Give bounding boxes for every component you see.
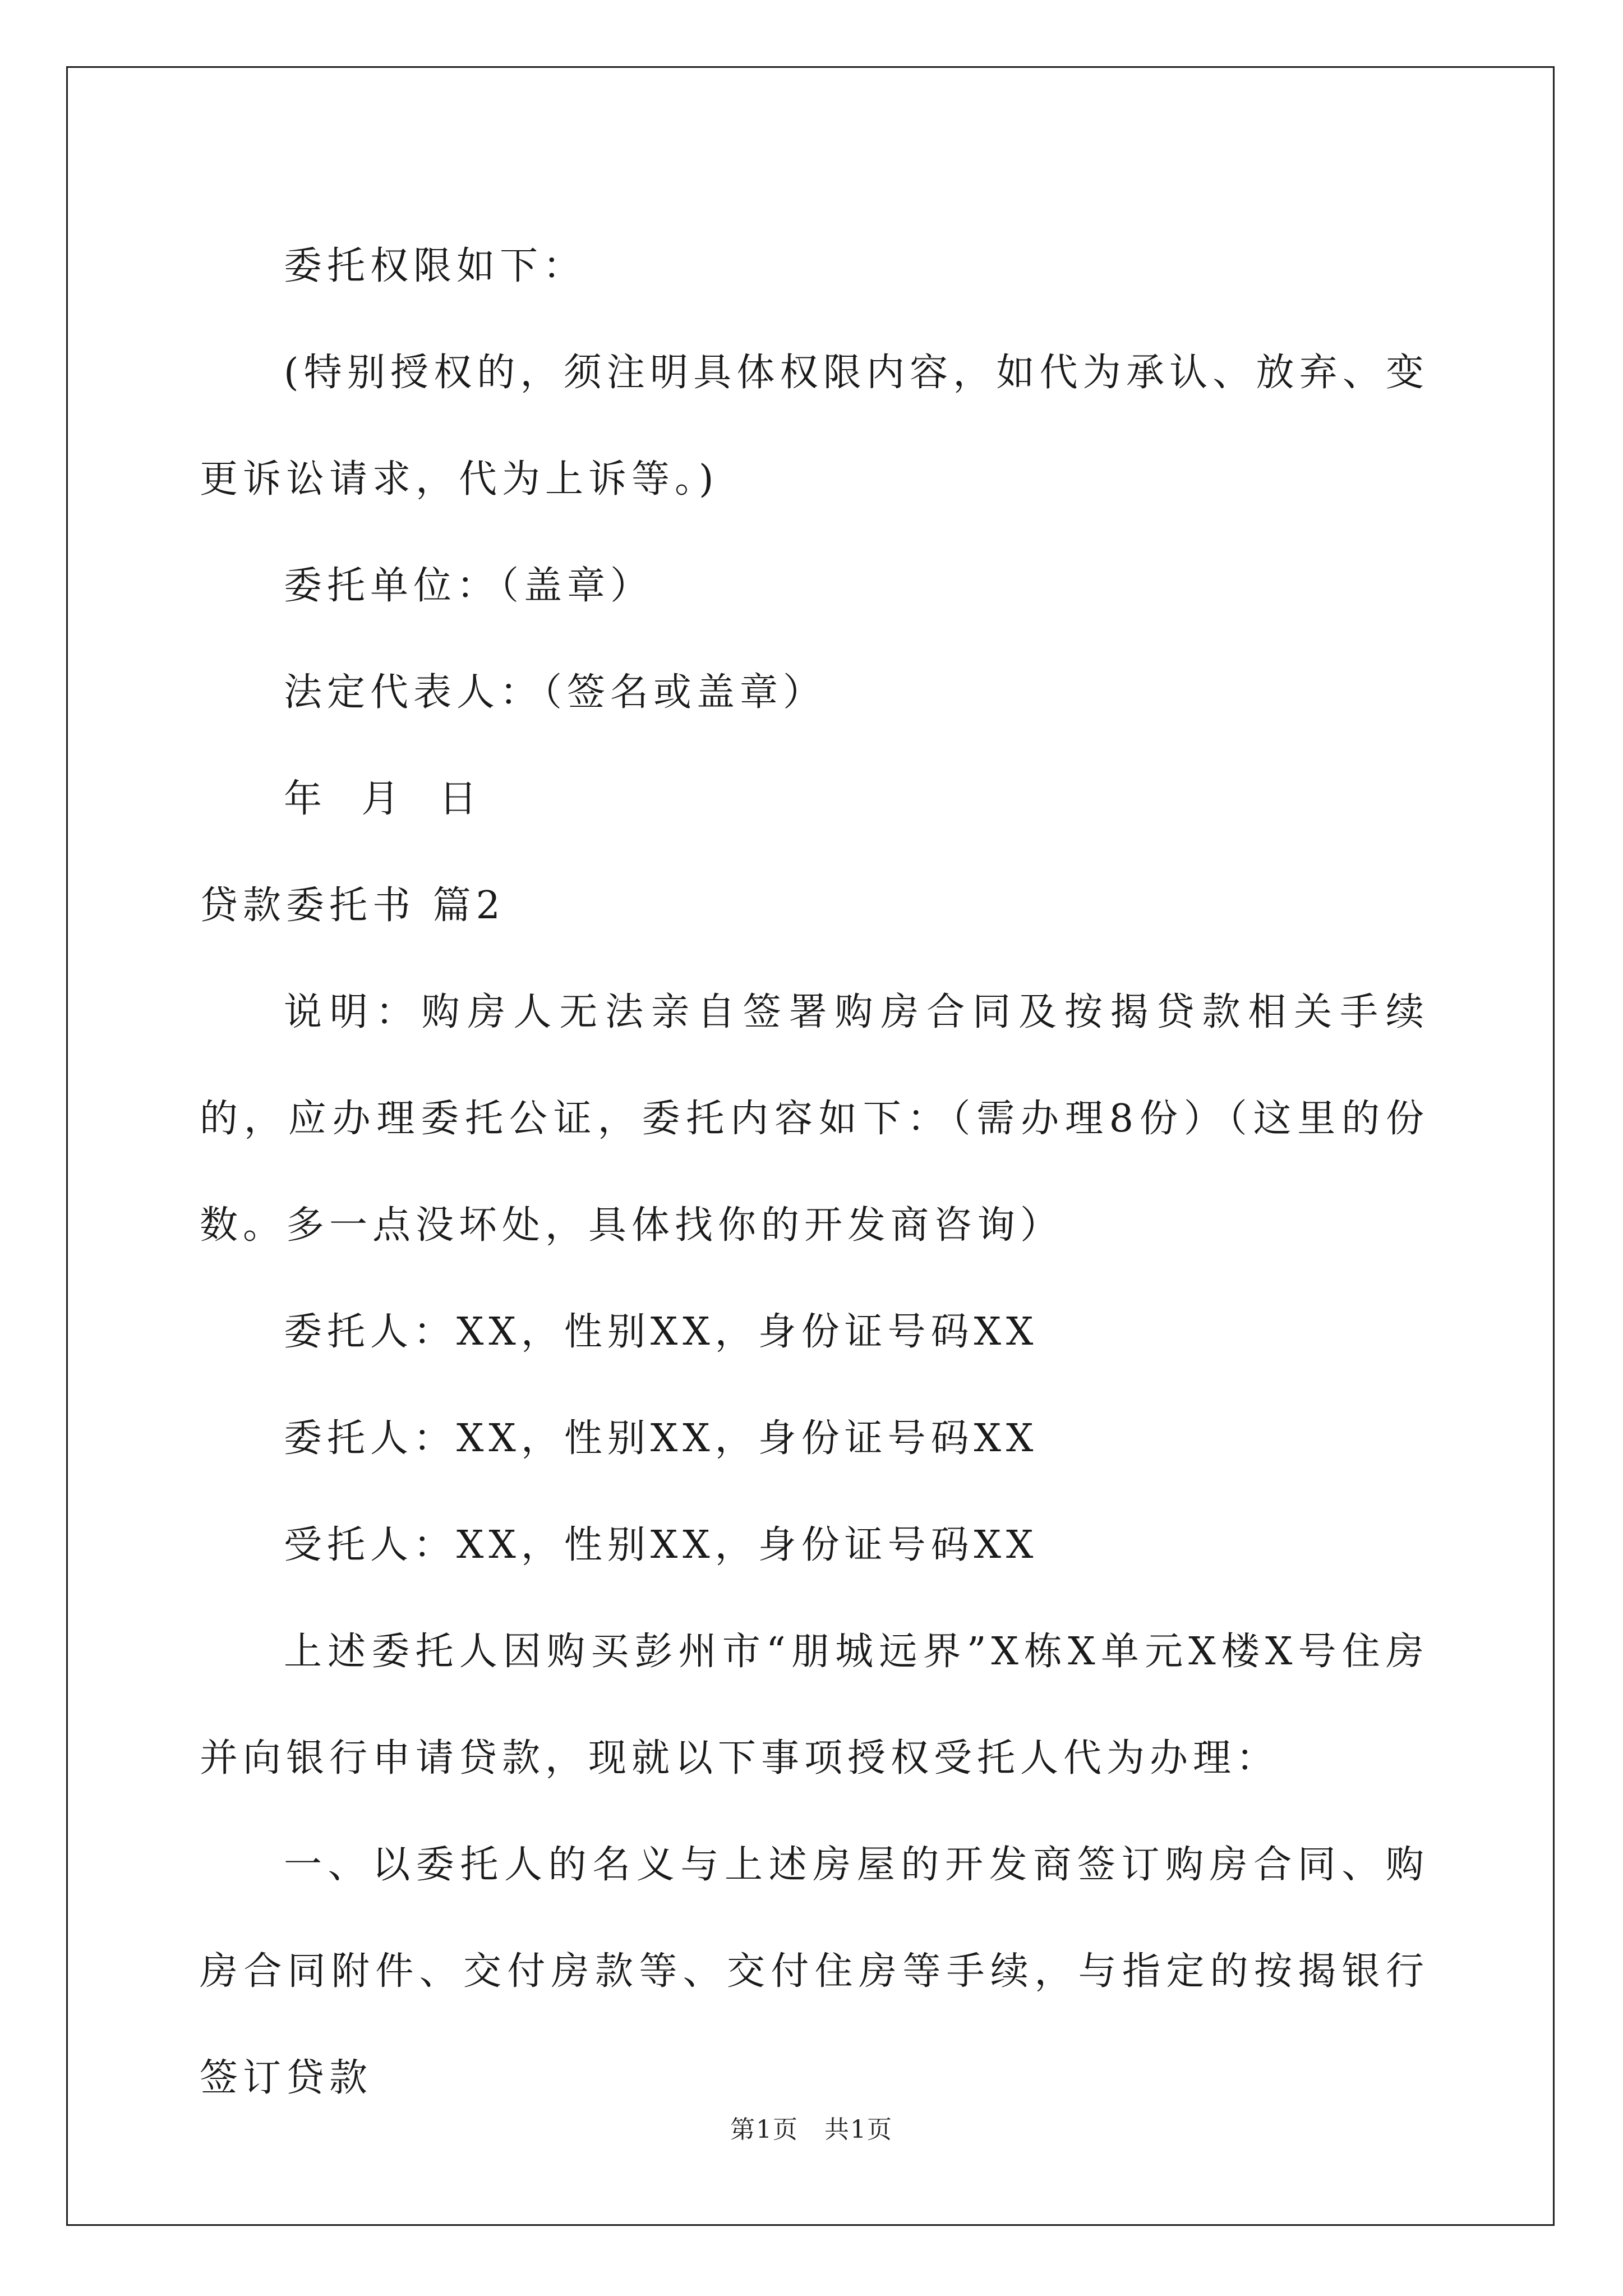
paragraph-principal-2: 委托人：XX，性别XX，身份证号码XX [284, 1416, 1039, 1461]
paragraph-date-line: 年 月 日 [284, 777, 482, 821]
paragraph-legal-representative: 法定代表人：（签名或盖章） [284, 670, 827, 715]
paragraph-authority-scope: 委托权限如下： [284, 244, 587, 288]
paragraph-purchase-statement: 上述委托人因购买彭州市“朋城远界”X栋X单元X楼X号住房并向银行申请贷款，现就以下事项授权受托人代为办理： [200, 1630, 1429, 1780]
paragraph-principal-1: 委托人：XX，性别XX，身份证号码XX [284, 1310, 1039, 1354]
paragraph-special-authorization: (特别授权的，须注明具体权限内容，如代为承认、放弃、变更诉讼请求，代为上诉等。) [200, 351, 1429, 501]
paragraph-explanation: 说明：购房人无法亲自签署购房合同及按揭贷款相关手续的，应办理委托公证，委托内容如下：（需办理8份）（这里的份数。多一点没坏处，具体找你的开发商咨询） [200, 990, 1429, 1248]
document-body [200, 213, 1429, 2132]
section-heading: 贷款委托书 篇2 [200, 884, 505, 928]
paragraph-entrusting-unit: 委托单位：（盖章） [284, 564, 654, 608]
page-footer: 第1页 共1页 [730, 2115, 893, 2144]
paragraph-item-one: 一、以委托人的名义与上述房屋的开发商签订购房合同、购房合同附件、交付房款等、交付住房等手续，与指定的按揭银行签订贷款 [200, 1843, 1429, 2100]
paragraph-agent: 受托人：XX，性别XX，身份证号码XX [284, 1523, 1039, 1567]
